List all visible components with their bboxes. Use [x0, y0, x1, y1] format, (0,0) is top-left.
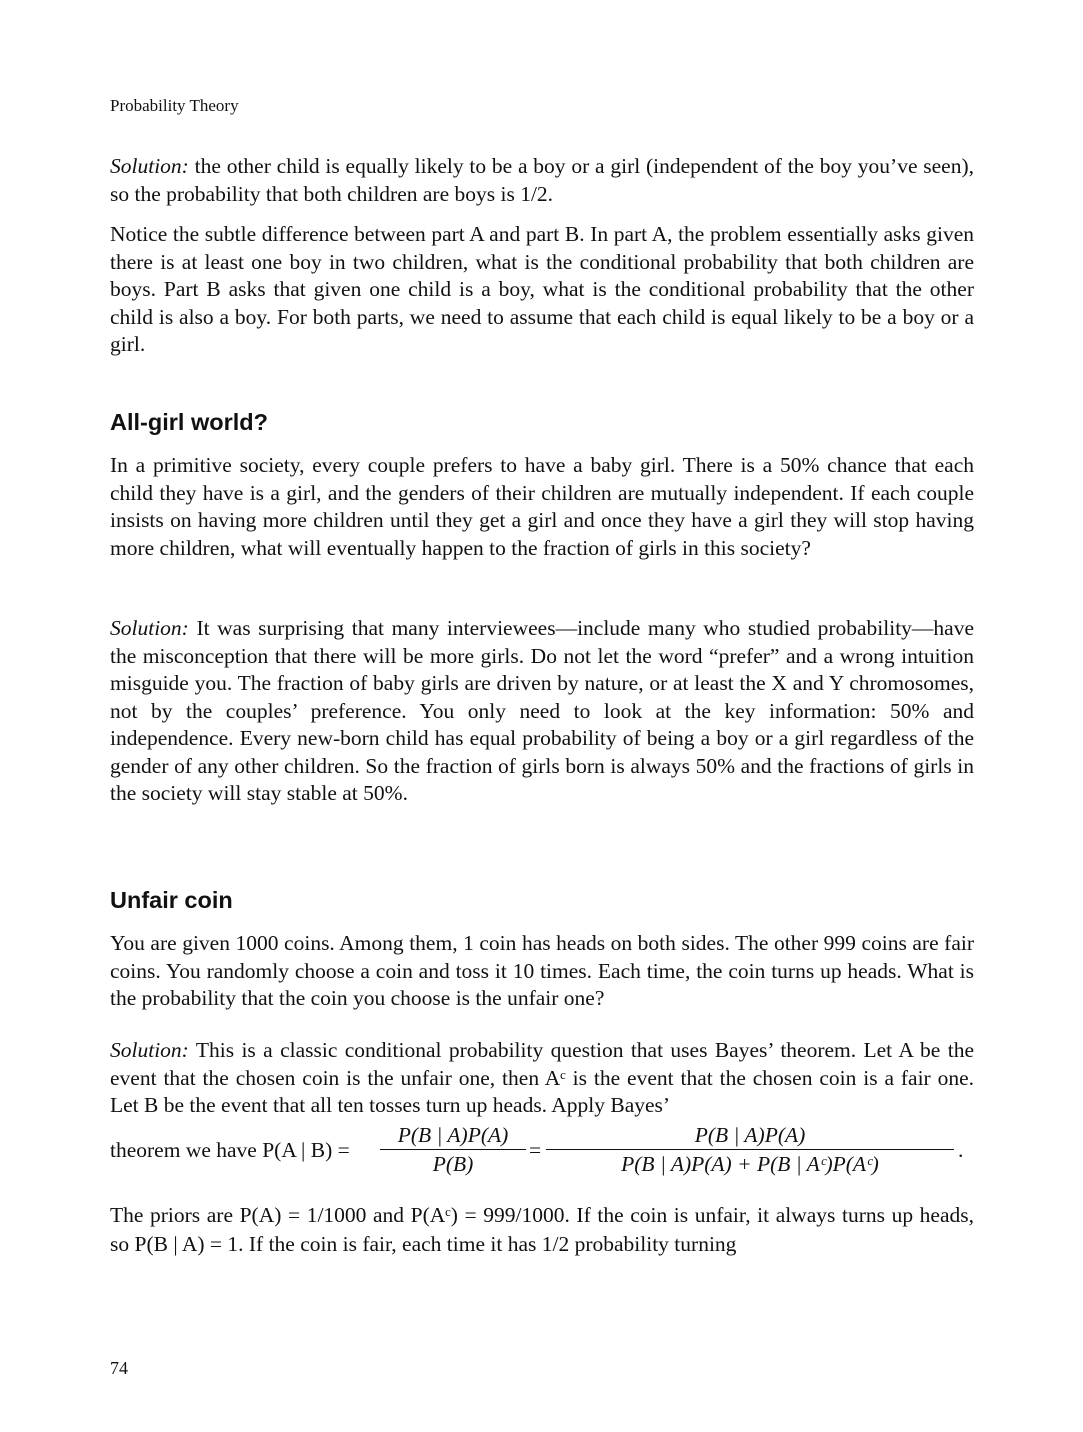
- all-girl-solution: [110, 615, 974, 808]
- bayes-fraction-1: [380, 1123, 526, 1177]
- fraction-numerator: P(B | A)P(A): [546, 1123, 954, 1150]
- bayes-formula: [110, 1125, 974, 1185]
- unfair-coin-priors: The priors are P(A) = 1/1000 and P(Aᶜ) = 999/1000. If the coin is unfair, it always turns up heads, so P(B | A) = 1. If the coin is fair, each time it has 1/2 probability turning: [110, 1203, 974, 1256]
- unfair-coin-heading: Unfair coin: [110, 887, 233, 913]
- page-number: 74: [110, 1358, 128, 1378]
- all-girl-heading: All-girl world?: [110, 409, 268, 435]
- bayes-fraction-2: [546, 1123, 954, 1177]
- bayes-lead: theorem we have P(A | B) =: [110, 1138, 350, 1162]
- solution-label: Solution:: [110, 616, 189, 640]
- solution-label: Solution:: [110, 154, 189, 178]
- unfair-coin-problem: You are given 1000 coins. Among them, 1 coin has heads on both sides. The other 999 coins are fair coins. You randomly choose a coin and toss it 10 times. Each time, the coin turns up heads. What is the probability that the coin you choose is the unfair one?: [110, 931, 974, 1010]
- fraction-denominator: P(B): [432, 1152, 474, 1176]
- equals-sign: =: [529, 1138, 542, 1162]
- boys-solution-paragraph: [110, 153, 974, 208]
- fraction-denominator: P(B | A)P(A) + P(B | Aᶜ)P(Aᶜ): [621, 1152, 879, 1176]
- solution-text: the other child is equally likely to be a boy or a girl (independent of the boy you’ve seen), so the probability that both children are boys is 1/2.: [110, 154, 975, 206]
- running-header: Probability Theory: [110, 96, 239, 115]
- all-girl-problem: In a primitive society, every couple prefers to have a baby girl. There is a 50% chance that each child they have is a girl, and the genders of their children are mutually independent. If each couple insists on having more children until they get a girl and once they have a girl they will stop having more children, what will eventually happen to the fraction of girls in this society?: [110, 453, 974, 560]
- period: .: [958, 1138, 964, 1162]
- solution-text: It was surprising that many interviewees—include many who studied probability—have the misconception that there will be more girls. Do not let the word “prefer” and a wrong intuition misguide you. The fraction of baby girls are driven by nature, or at least the X and Y chromosomes, not by the couples’ preference. You only need to look at the key information: 50% and independence. Every new-born child has equal probability of being a boy or a girl regardless of the gender of any other children. So the fraction of girls born is always 50% and the fractions of girls in the society will stay stable at 50%.: [110, 616, 975, 805]
- unfair-coin-solution: [110, 1037, 974, 1120]
- solution-text: This is a classic conditional probability question that uses Bayes’ theorem. Let A be the event that the chosen coin is the unfair one, then Aᶜ is the event that the chosen coin is a fair one. Let B be the event that all ten tosses turn up heads. Apply Bayes’: [110, 1038, 974, 1117]
- solution-label: Solution:: [110, 1038, 189, 1062]
- fraction-numerator: P(B | A)P(A): [380, 1123, 526, 1150]
- boys-note-paragraph: Notice the subtle difference between part A and part B. In part A, the problem essentially asks given there is at least one boy in two children, what is the conditional probability that both children are boys. Part B asks that given one child is a boy, what is the conditional probability that the other child is also a boy. For both parts, we need to assume that each child is equal likely to be a boy or a girl.: [110, 222, 974, 356]
